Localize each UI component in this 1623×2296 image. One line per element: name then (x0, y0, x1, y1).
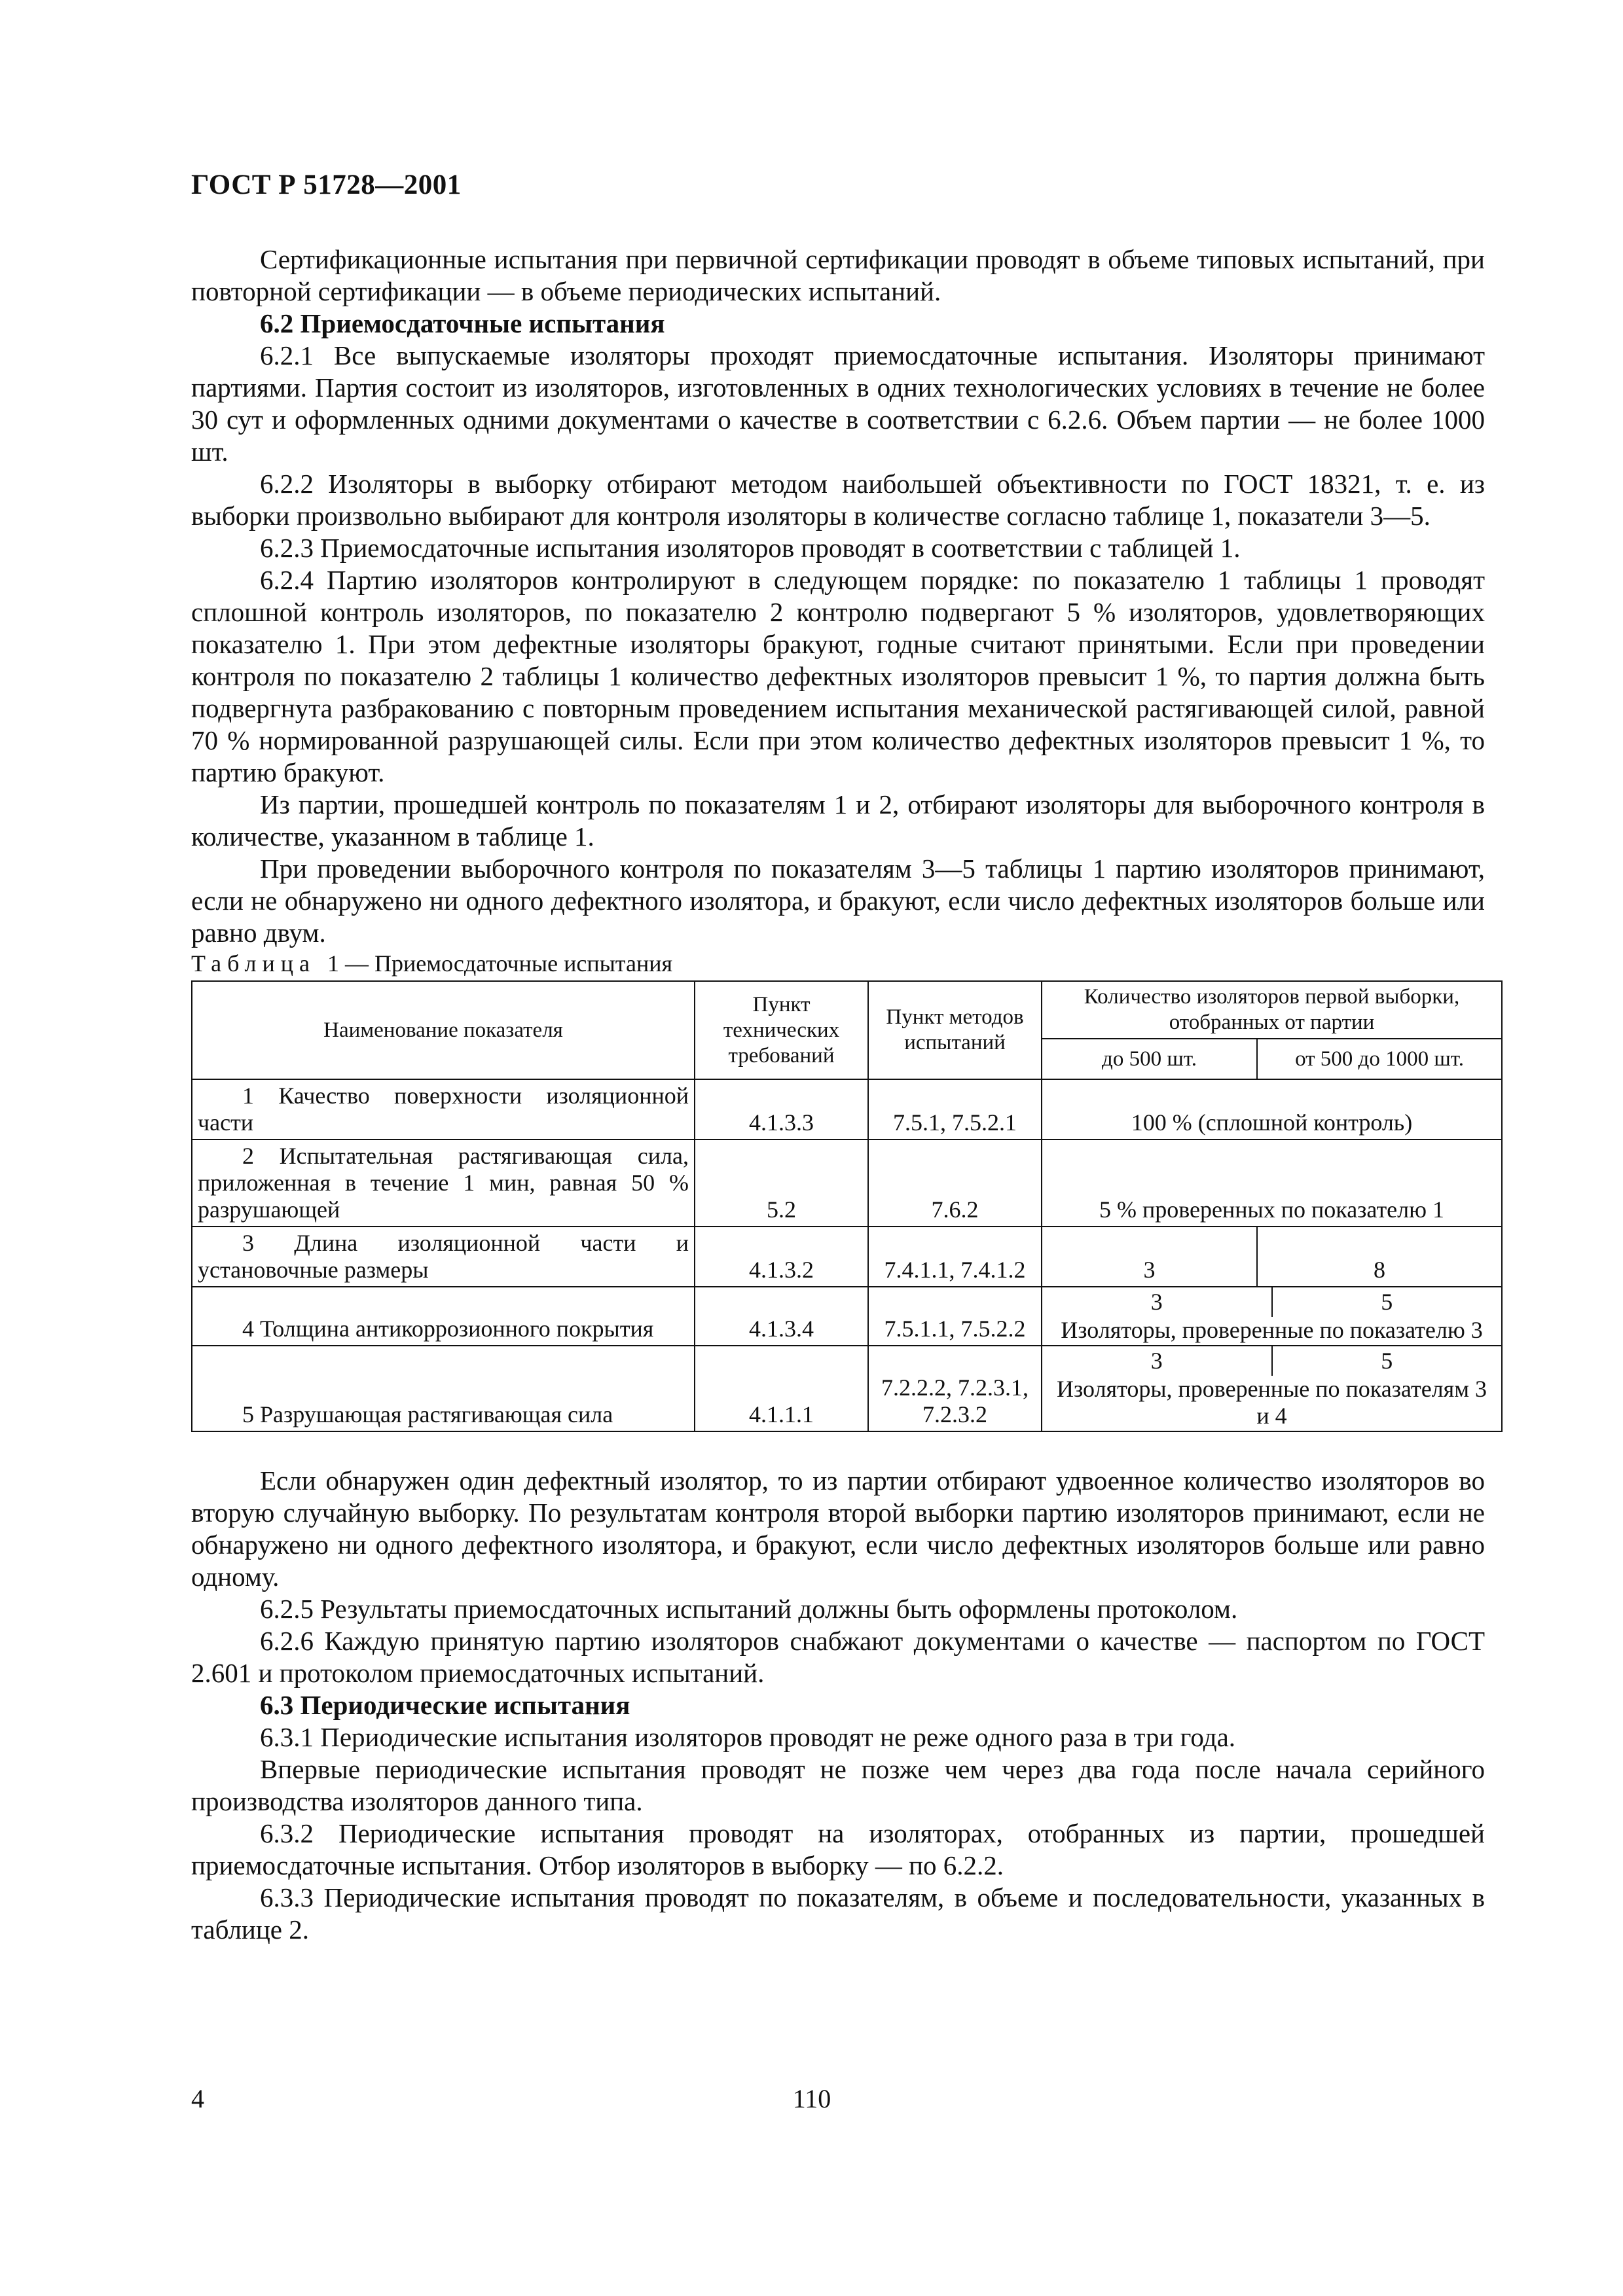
row-indicator-name: 4 Толщина антикоррозионного покрытия (192, 1287, 695, 1346)
paragraph: 6.2.4 Партию изоляторов контролируют в следующем порядке: по показателю 1 таблицы 1 проводят сплошной контроль изоляторов, по показателю 2 контролю подвергают 5 % изоляторов, удовлетворяющих показателю 1. При этом дефектные изоляторы бракуют, годные считают принятыми. Если при проведении контроля по показателю 2 таблицы 1 количество дефектных изоляторов превысит 1 %, то партия должна быть подвергнута разбракованию с повторным проведением испытания механической растягивающей силой, равной 70 % нормированной разрушающей силы. Если при этом количество дефектных изоляторов превысит 1 %, то партию бракуют. (191, 565, 1485, 787)
table-caption-label: Таблица (191, 950, 316, 977)
row-indicator-name: 1 Качество поверхности изоляционной части (192, 1079, 695, 1139)
paragraph: 6.2.3 Приемосдаточные испытания изоляторов проводят в соответствии с таблицей 1. (260, 533, 1241, 563)
table-row (192, 1079, 1502, 1139)
header-sample-quantity: Количество изоляторов первой выборки, отобранных от партии (1042, 981, 1502, 1039)
table-row (192, 1346, 1502, 1431)
row-test-methods: 7.5.1.1, 7.5.2.2 (868, 1287, 1042, 1346)
paragraph: Сертификационные испытания при первичной сертификации проводят в объеме типовых испытаний, при повторной сертификации — в объеме периодических испытаний. (191, 244, 1485, 306)
row-tech-requirements: 4.1.3.4 (695, 1287, 868, 1346)
acceptance-tests-table (191, 980, 1503, 1432)
paragraph: 6.3.3 Периодические испытания проводят по показателям, в объеме и последовательности, указанных в таблице 2. (191, 1882, 1485, 1945)
page-number-global: 110 (792, 2084, 831, 2113)
paragraph: 6.2.5 Результаты приемосдаточных испытаний должны быть оформлены протоколом. (260, 1594, 1238, 1624)
table-row (192, 1227, 1502, 1287)
row-qty-up-to-500: 3 (1150, 1289, 1163, 1315)
document-header: ГОСТ Р 51728—2001 (191, 170, 462, 200)
paragraph: 6.2.1 Все выпускаемые изоляторы проходят приемосдаточные испытания. Изоляторы принимают партиями. Партия состоит из изоляторов, изготовленных в одних технологических условиях в течение не более 30 сут и оформленных одними документами о качестве в соответствии с 6.2.6. Объем партии — не более 1000 шт. (191, 340, 1485, 467)
row-test-methods: 7.4.1.1, 7.4.1.2 (868, 1227, 1042, 1287)
paragraph-heading: 6.2 Приемосдаточные испытания (260, 308, 665, 338)
header-indicator-name: Наименование показателя (192, 981, 695, 1079)
row-indicator-name: 2 Испытательная растягивающая сила, приложенная в течение 1 мин, равная 50 % разрушающей (192, 1139, 695, 1227)
paragraph: 6.3.1 Периодические испытания изоляторов проводят не реже одного раза в три года. (260, 1722, 1236, 1752)
paragraph: Если обнаружен один дефектный изолятор, то из партии отбирают удвоенное количество изоляторов во вторую случайную выборку. По результатам контроля второй выборки партию изоляторов принимают, если не обнаружено ни одного дефектного изолятора, и бракуют, если число дефектных изоляторов больше или равно одному. (191, 1465, 1485, 1592)
header-test-methods: Пункт методов испытаний (868, 981, 1042, 1079)
row-sample-quantity (1042, 1287, 1502, 1346)
row-qty-note: Изоляторы, проверенные по показателю 3 (1061, 1317, 1483, 1343)
qty-values (1042, 1287, 1501, 1317)
page-number-local: 4 (191, 2084, 204, 2113)
table-row (192, 1139, 1502, 1227)
paragraph: При проведении выборочного контроля по показателям 3—5 таблицы 1 партию изоляторов принимают, если не обнаружено ни одного дефектного изолятора, и бракуют, если число дефектных изоляторов больше или равно двум. (191, 853, 1485, 948)
paragraph: 6.2.2 Изоляторы в выборку отбирают методом наибольшей объективности по ГОСТ 18321, т. е. из выборки произвольно выбирают для контроля изоляторы в количестве согласно таблице 1, показатели 3—5. (191, 469, 1485, 531)
document-body (191, 243, 1485, 1946)
row-tech-requirements: 5.2 (695, 1139, 868, 1227)
paragraph: Впервые периодические испытания проводят не позже чем через два года после начала серийного производства изоляторов данного типа. (191, 1754, 1485, 1816)
table-row (192, 1287, 1502, 1346)
paragraph: Из партии, прошедшей контроль по показателям 1 и 2, отбирают изоляторы для выборочного контроля в количестве, указанном в таблице 1. (191, 789, 1485, 852)
row-test-methods: 7.5.1, 7.5.2.1 (868, 1079, 1042, 1139)
row-qty-up-to-500: 3 (1150, 1348, 1163, 1374)
header-tech-requirements: Пункт технических требований (695, 981, 868, 1079)
paragraph: 6.2.6 Каждую принятую партию изоляторов снабжают документами о качестве — паспортом по ГОСТ 2.601 и протоколом приемосдаточных испытаний. (191, 1626, 1485, 1688)
row-tech-requirements: 4.1.3.3 (695, 1079, 868, 1139)
row-qty-500-1000: 8 (1257, 1227, 1502, 1287)
row-indicator-name: 3 Длина изоляционной части и установочные размеры (192, 1227, 695, 1287)
row-test-methods: 7.2.2.2, 7.2.3.1, 7.2.3.2 (868, 1346, 1042, 1431)
row-sample-quantity (1042, 1346, 1502, 1431)
qty-values (1042, 1346, 1501, 1376)
row-sample-quantity: 100 % (сплошной контроль) (1042, 1079, 1502, 1139)
row-qty-note: Изоляторы, проверенные по показателям 3 и 4 (1057, 1376, 1487, 1429)
row-tech-requirements: 4.1.3.2 (695, 1227, 868, 1287)
row-sample-quantity: 5 % проверенных по показателю 1 (1042, 1139, 1502, 1227)
row-qty-500-1000: 5 (1271, 1346, 1502, 1376)
row-test-methods: 7.6.2 (868, 1139, 1042, 1227)
row-qty-500-1000: 5 (1271, 1287, 1502, 1317)
table-caption (191, 949, 1485, 978)
row-indicator-name: 5 Разрушающая растягивающая сила (192, 1346, 695, 1431)
paragraph-heading: 6.3 Периодические испытания (260, 1690, 630, 1720)
header-qty-up-to-500: до 500 шт. (1042, 1039, 1257, 1079)
row-tech-requirements: 4.1.1.1 (695, 1346, 868, 1431)
paragraph: 6.3.2 Периодические испытания проводят на изоляторах, отобранных из партии, прошедшей приемосдаточные испытания. Отбор изоляторов в выборку — по 6.2.2. (191, 1818, 1485, 1880)
top-paragraphs (191, 243, 1485, 949)
header-qty-500-1000: от 500 до 1000 шт. (1257, 1039, 1502, 1079)
bottom-paragraphs (191, 1465, 1485, 1946)
table-caption-text: 1 — Приемосдаточные испытания (327, 950, 673, 977)
row-qty-up-to-500: 3 (1042, 1227, 1257, 1287)
